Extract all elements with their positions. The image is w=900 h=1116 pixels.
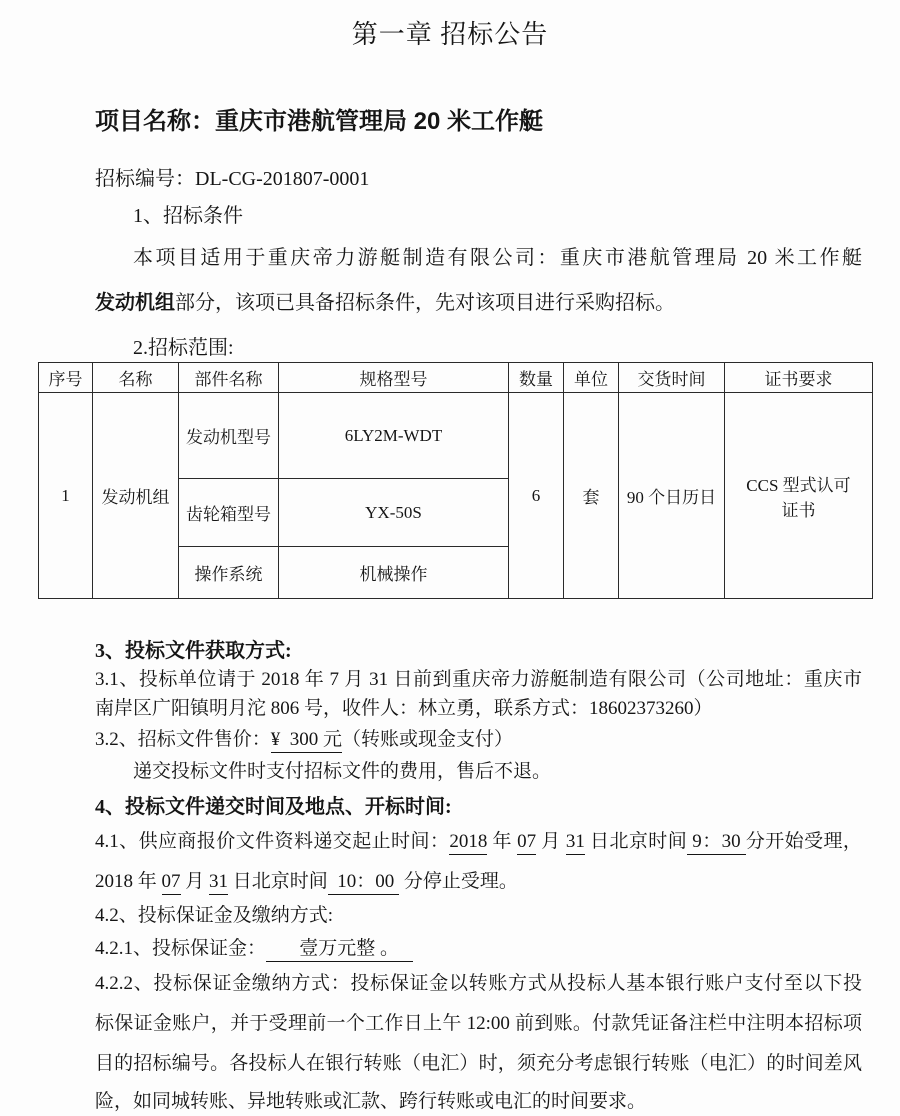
cell-cert	[725, 393, 873, 599]
table-row	[39, 393, 873, 479]
cell-group-name: 发动机组	[93, 393, 179, 599]
clause-4-2-2-line-4: 险，如同城转账、异地转账或汇款、跨行转账或电汇的时间要求。	[95, 1091, 647, 1112]
cell-cert-line-1: CCS 型式认可	[746, 475, 851, 495]
doc-price-underlined: ¥ 300 元	[271, 729, 342, 753]
clause-4-2-2-line-2: 标保证金账户，并于受理前一个工作日上午 12:00 前到账。付款凭证备注栏中注明本招标项	[95, 1013, 862, 1034]
end-day-underlined: 31	[209, 871, 228, 895]
deposit-label: 4.2.1、投标保证金：	[95, 938, 267, 959]
col-header-spec: 规格型号	[279, 363, 509, 393]
tender-number-value: DL-CG-201807-0001	[195, 168, 370, 190]
clause-3-1-line-2: 南岸区广阳镇明月沱 806 号，收件人：林立勇，联系方式：18602373260）	[95, 698, 713, 719]
clause-3-2-line	[95, 727, 513, 753]
cell-unit: 套	[564, 393, 619, 599]
month-unit-text: 月	[536, 831, 566, 852]
cell-qty: 6	[509, 393, 564, 599]
col-header-part: 部件名称	[179, 363, 279, 393]
clause-4-2-2-line-1: 4.2.2、投标保证金缴纳方式：投标保证金以转账方式从投标人基本银行账户支付至以下投	[95, 973, 862, 994]
cell-part-engine: 发动机型号	[179, 393, 279, 479]
project-name-heading: 项目名称：重庆市港航管理局 20 米工作艇	[95, 108, 544, 135]
cell-part-gearbox: 齿轮箱型号	[179, 479, 279, 547]
start-time-underlined: 9：30	[687, 831, 746, 855]
clause-2-heading: 2.招标范围:	[133, 337, 234, 359]
stop-accept-text: 分停止受理。	[399, 871, 518, 892]
tender-number-line	[95, 166, 369, 193]
end-month-underlined: 07	[162, 871, 181, 895]
clause-4-2-2-line-3: 目的招标编号。各投标人在银行转账（电汇）时，须充分考虑银行转账（电汇）的时间差风	[95, 1053, 862, 1074]
start-month-underlined: 07	[517, 831, 536, 855]
deposit-amount-underlined: 壹万元整 。	[266, 938, 413, 962]
cell-spec-os: 机械操作	[279, 547, 509, 599]
start-year-underlined: 2018	[449, 831, 487, 855]
clause-4-1-line-1	[95, 829, 862, 855]
cell-spec-engine: 6LY2M-WDT	[279, 393, 509, 479]
clause-3-note-line: 递交投标文件时支付招标文件的费用，售后不退。	[133, 761, 552, 782]
chapter-title: 第一章 招标公告	[351, 20, 549, 49]
table-header-row	[39, 363, 873, 393]
col-header-unit: 单位	[564, 363, 619, 393]
clause-1-line-2-rest: 部分，该项已具备招标条件，先对该项目进行采购招标。	[175, 292, 675, 314]
clause-4-heading: 4、投标文件递交时间及地点、开标时间:	[95, 796, 452, 818]
cell-cert-line-2: 证书	[781, 500, 816, 520]
clause-1-line-1: 本项目适用于重庆帝力游艇制造有限公司：重庆市港航管理局 20 米工作艇	[133, 247, 862, 269]
col-header-name: 名称	[93, 363, 179, 393]
tender-number-label: 招标编号：	[95, 168, 195, 190]
end-year-text: 2018 年	[95, 871, 162, 892]
year-unit-text: 年	[487, 831, 518, 852]
start-accept-text: 分开始受理，	[745, 831, 862, 852]
clause-3-2-suffix: （转账或现金支付）	[342, 729, 514, 750]
beijing-time-text: 日北京时间	[228, 871, 328, 892]
end-time-underlined: 10：00	[328, 871, 399, 895]
cell-delivery: 90 个日历日	[619, 393, 725, 599]
cell-seq: 1	[39, 393, 93, 599]
tender-scope-table	[38, 362, 873, 599]
col-header-seq: 序号	[39, 363, 93, 393]
clause-3-heading: 3、投标文件获取方式:	[95, 640, 292, 662]
clause-4-2-line: 4.2、投标保证金及缴纳方式:	[95, 905, 334, 926]
cell-spec-gearbox: YX-50S	[279, 479, 509, 547]
engine-unit-bold-term: 发动机组	[95, 292, 175, 314]
col-header-cert: 证书要求	[725, 363, 873, 393]
month-unit-text: 月	[180, 871, 210, 892]
clause-4-1-line-2	[95, 869, 518, 895]
cell-part-os: 操作系统	[179, 547, 279, 599]
clause-3-1-line-1: 3.1、投标单位请于 2018 年 7 月 31 日前到重庆帝力游艇制造有限公司（公司地址：重庆市	[95, 669, 862, 690]
start-day-underlined: 31	[566, 831, 585, 855]
clause-4-2-1-line	[95, 936, 413, 962]
clause-1-heading: 1、招标条件	[133, 205, 243, 227]
beijing-time-text: 日北京时间	[584, 831, 688, 852]
clause-3-2-prefix: 3.2、招标文件售价：	[95, 729, 271, 750]
col-header-qty: 数量	[509, 363, 564, 393]
col-header-delivery: 交货时间	[619, 363, 725, 393]
clause-4-1-prefix: 4.1、供应商报价文件资料递交起止时间：	[95, 831, 450, 852]
clause-1-line-2	[95, 290, 675, 317]
